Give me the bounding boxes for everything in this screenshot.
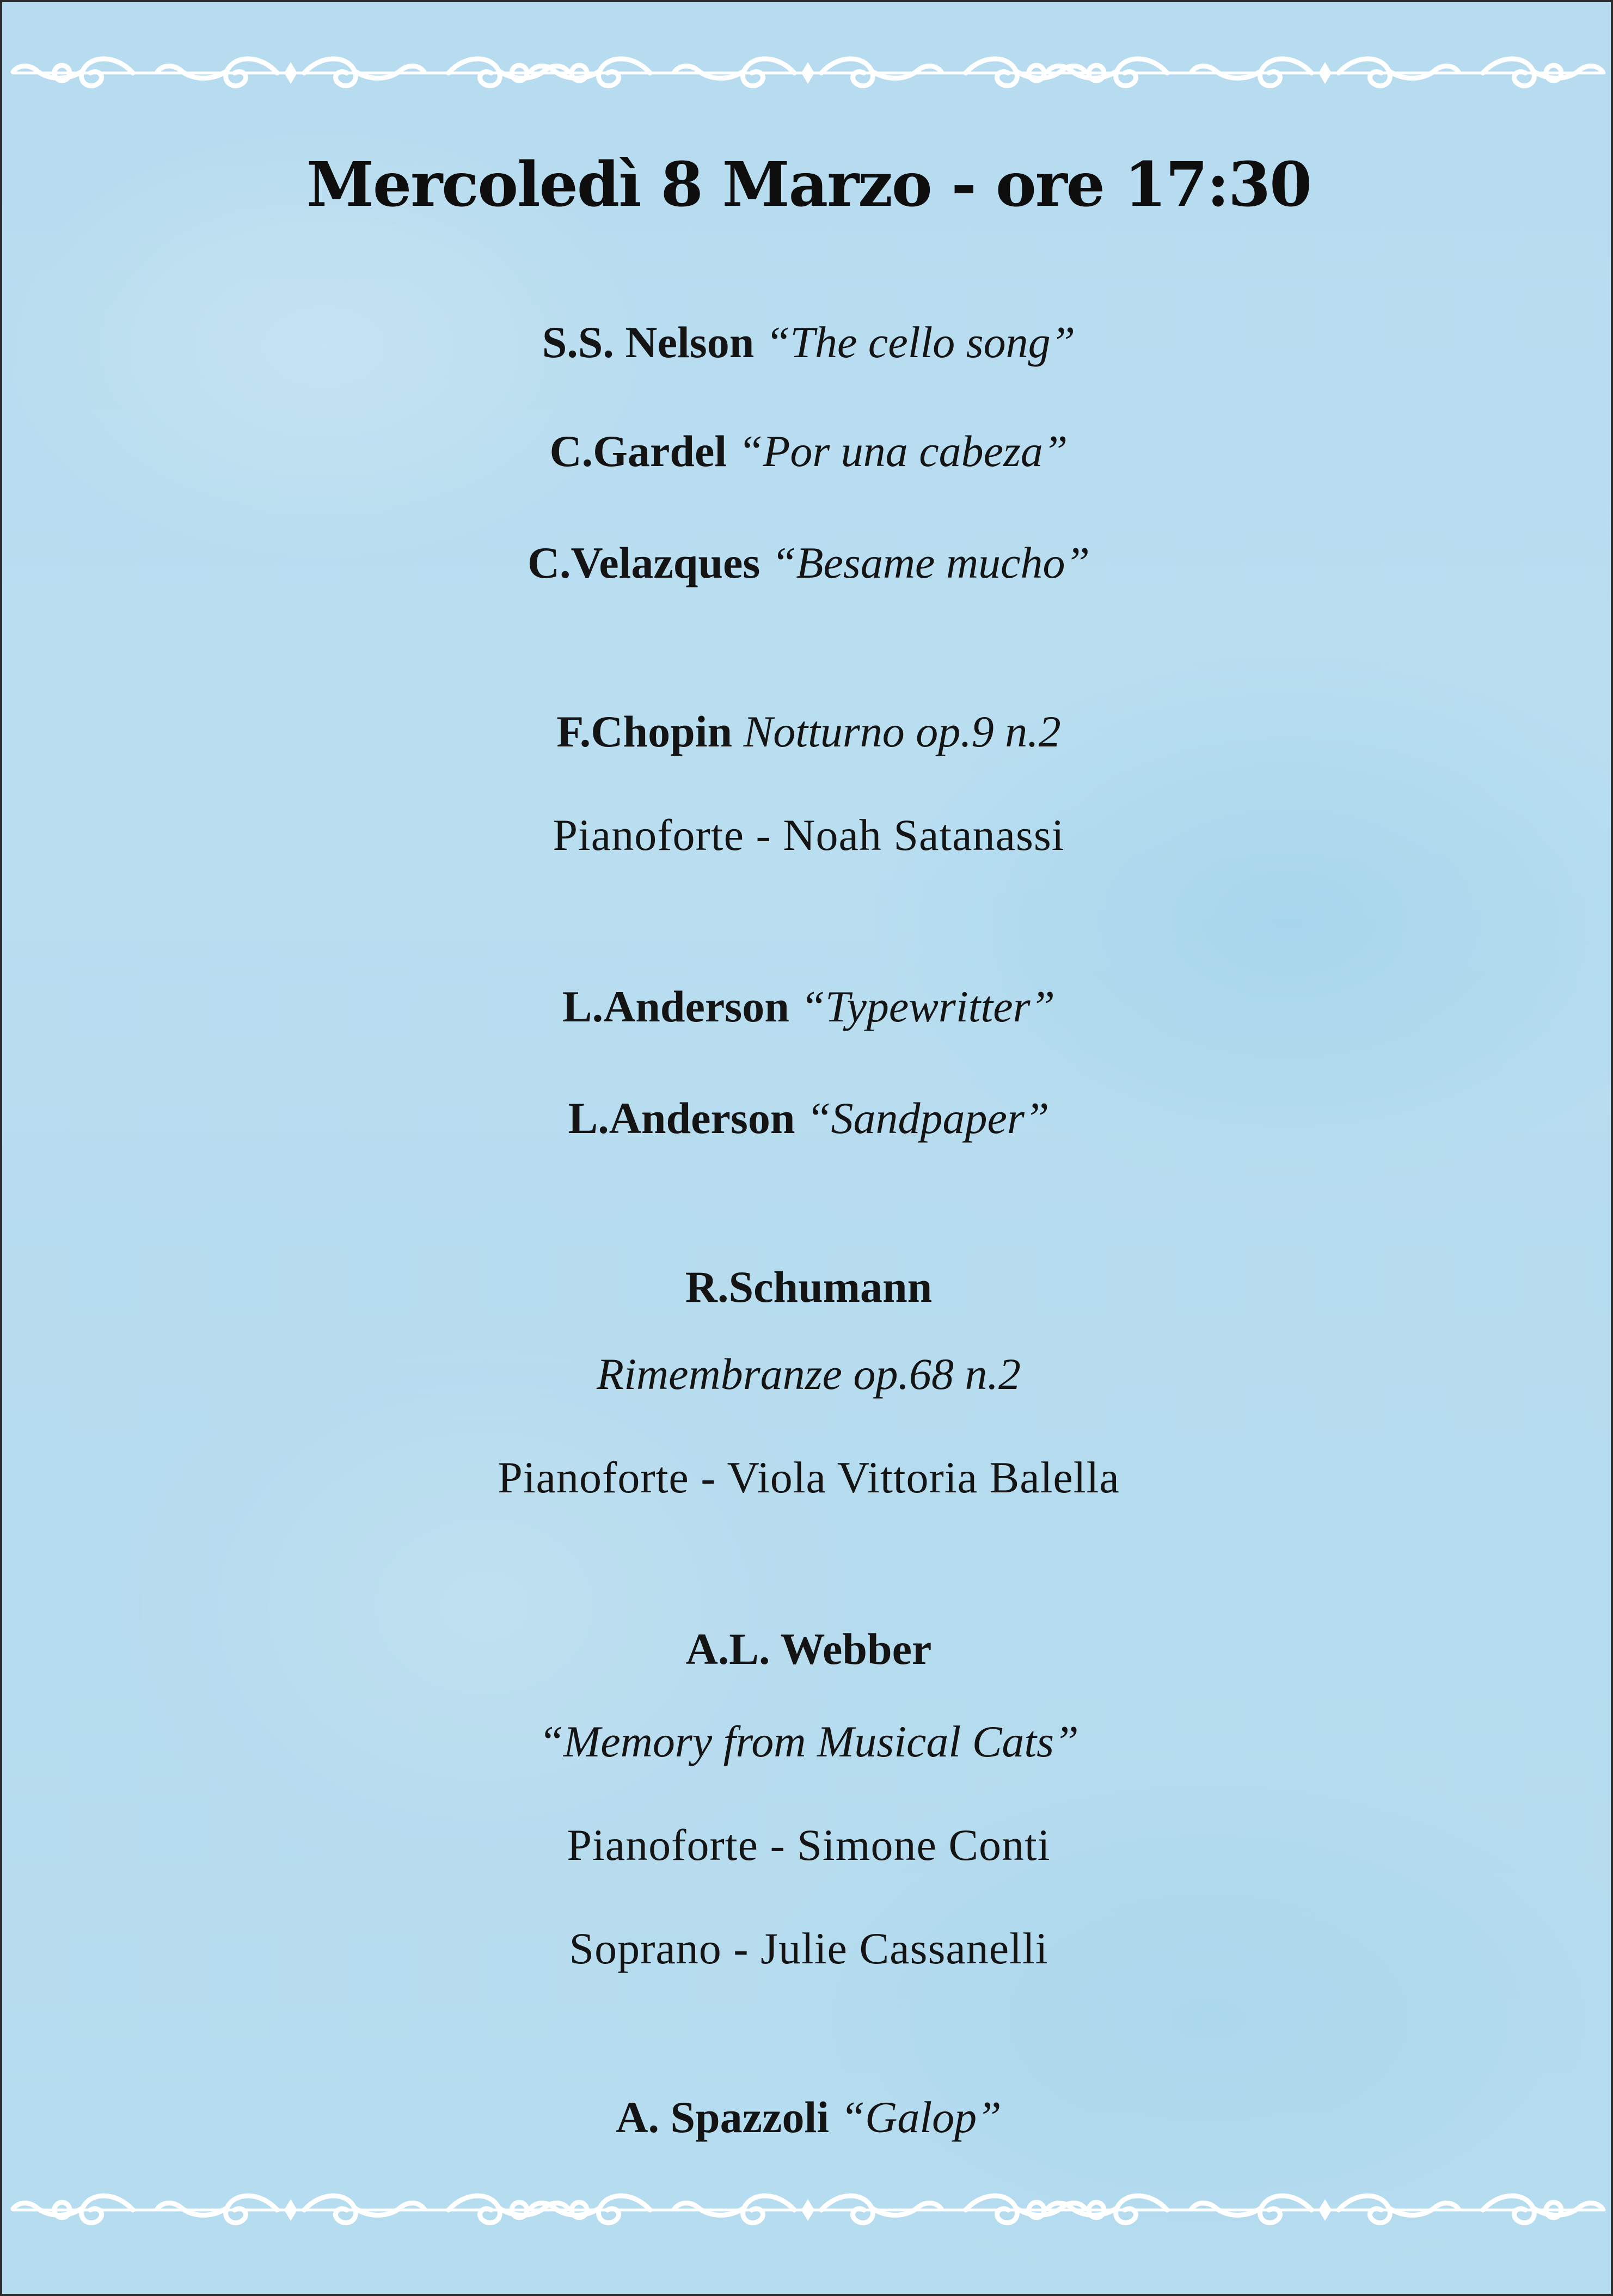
work-title: “The cello song” <box>765 317 1076 367</box>
composer-name: L.Anderson <box>568 1093 795 1143</box>
composer-name: R.Schumann <box>685 1262 933 1312</box>
work-title: “Typewritter” <box>800 982 1056 1031</box>
performer-line: Pianoforte - Noah Satanassi <box>553 810 1065 860</box>
work-title: “Memory from Musical Cats” <box>538 1717 1079 1766</box>
programme-item-5 <box>2 979 1613 1034</box>
composer-name: S.S. Nelson <box>542 317 755 367</box>
composer-name: A.L. Webber <box>685 1624 932 1674</box>
performer-line: Pianoforte - Simone Conti <box>567 1820 1051 1870</box>
programme-item-4 <box>2 705 1613 759</box>
performer-line: Pianoforte - Viola Vittoria Balella <box>498 1453 1120 1502</box>
programme-item-1 <box>2 315 1613 370</box>
composer-name: C.Gardel <box>549 426 727 476</box>
work-title: “Sandpaper” <box>806 1093 1050 1143</box>
programme-item-7 <box>2 2090 1613 2145</box>
performer-line: Soprano - Julie Cassanelli <box>569 1924 1048 1973</box>
composer-name: A. Spazzoli <box>616 2092 830 2142</box>
concert-date-title: Mercoledì 8 Marzo - ore 17:30 <box>306 149 1311 221</box>
top-ornament-border <box>2 48 1613 97</box>
work-title: Notturno op.9 n.2 <box>743 707 1061 756</box>
work-title: “Besame mucho” <box>771 538 1090 587</box>
programme-item-2 <box>2 424 1613 479</box>
bottom-ornament-border <box>2 2185 1613 2234</box>
work-title: “Por una cabeza” <box>738 426 1068 476</box>
composer-name: F.Chopin <box>556 707 733 756</box>
composer-name: C.Velazques <box>527 538 760 587</box>
work-title: “Galop” <box>840 2092 1002 2142</box>
programme-item-3 <box>2 536 1613 590</box>
composer-name: L.Anderson <box>562 982 789 1031</box>
programme-item-6 <box>2 1091 1613 1146</box>
work-title: Rimembranze op.68 n.2 <box>597 1349 1021 1399</box>
